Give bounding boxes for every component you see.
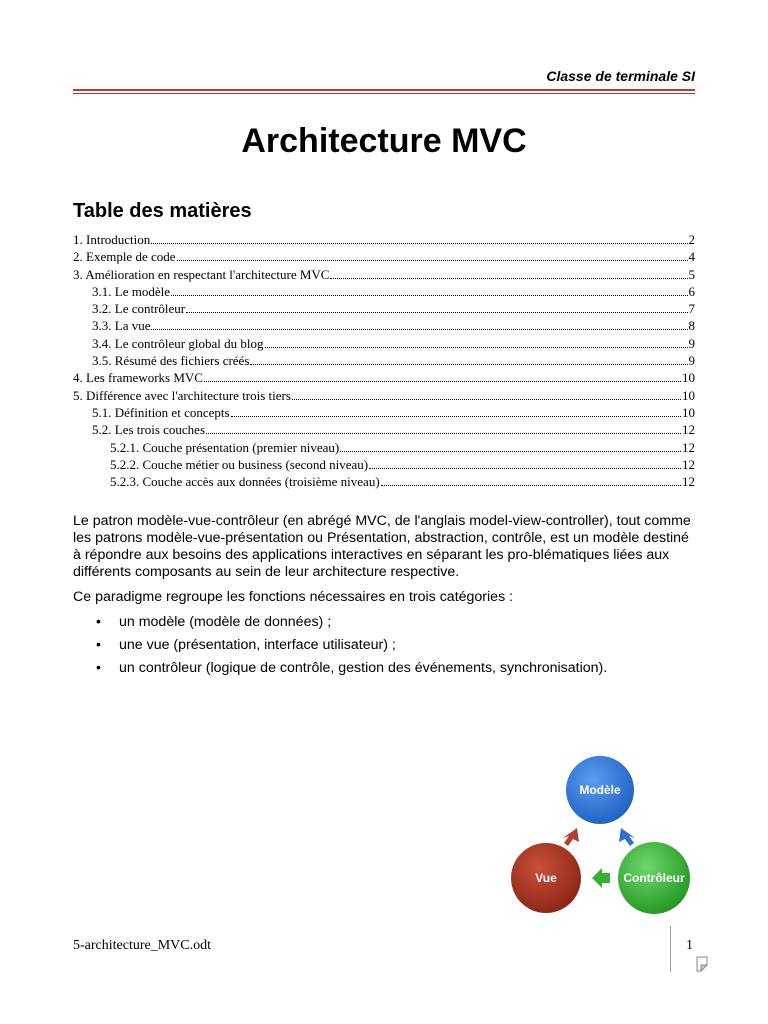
page-curl-icon xyxy=(695,955,709,973)
view-label: Vue xyxy=(535,871,557,885)
bullet-icon: • xyxy=(96,637,101,653)
toc-entry-label: 5.2.3. Couche accès aux données (troisième niveau) xyxy=(110,474,380,490)
toc-entry[interactable] xyxy=(73,456,695,473)
toc-entry[interactable] xyxy=(73,317,695,334)
controller-label: Contrôleur xyxy=(623,871,685,885)
toc-entry-label: 5. Différence avec l'architecture trois tiers xyxy=(73,387,291,403)
arrow-controller-to-model-icon xyxy=(619,828,635,846)
header-rule-thin xyxy=(73,93,695,94)
toc-entry[interactable] xyxy=(73,266,695,283)
toc-entry-label: 3.3. La vue xyxy=(92,318,151,334)
toc-leader xyxy=(330,277,687,279)
toc-entry[interactable] xyxy=(73,473,695,490)
bullet-icon: • xyxy=(96,614,101,630)
toc-leader xyxy=(171,294,688,296)
arrow-controller-to-view-icon xyxy=(592,868,610,888)
list-item-text: un contrôleur (logique de contrôle, gestion des événements, synchronisation). xyxy=(119,660,608,676)
toc-entry-page: 9 xyxy=(688,353,695,369)
toc-leader xyxy=(265,346,688,348)
document-title: Architecture MVC xyxy=(241,122,527,160)
toc-entry-label: 3.4. Le contrôleur global du blog xyxy=(92,335,264,351)
toc-entry-page: 2 xyxy=(688,232,695,247)
toc-entry[interactable] xyxy=(73,421,695,438)
toc-leader xyxy=(186,311,687,313)
table-of-contents xyxy=(73,231,695,490)
toc-entry-label: 5.2.2. Couche métier ou business (second niveau) xyxy=(110,456,369,472)
toc-entry-label: 3. Amélioration en respectant l'architecture MVC xyxy=(73,266,330,282)
toc-entry[interactable] xyxy=(73,231,695,248)
intro-paragraph: Le patron modèle-vue-contrôleur (en abrégé MVC, de l'anglais model-view-controller), tout comme les patrons modèle-vue-présentation ou Présentation, abstraction, contrôle, est un modèle destiné à répondre aux besoins des applications interactives en séparant les pro-blématiques liées aux différents composants au sein de leur architecture respective. xyxy=(73,513,691,580)
toc-entry-page: 12 xyxy=(682,439,695,455)
toc-entry[interactable] xyxy=(73,387,695,404)
toc-entry-page: 10 xyxy=(682,404,695,420)
arrow-view-to-model-icon xyxy=(563,828,579,846)
toc-leader xyxy=(381,484,681,486)
toc-leader xyxy=(369,467,681,469)
toc-entry-page: 10 xyxy=(682,370,695,386)
toc-entry-label: 3.5. Résumé des fichiers créés xyxy=(92,353,250,369)
toc-entry[interactable] xyxy=(73,300,695,317)
toc-entry-page: 10 xyxy=(682,387,695,403)
toc-entry-page: 12 xyxy=(682,422,695,438)
toc-entry-page: 12 xyxy=(682,456,695,472)
toc-entry-label: 4. Les frameworks MVC xyxy=(73,370,203,386)
category-list xyxy=(73,614,698,677)
toc-leader xyxy=(151,242,687,244)
footer-page-number: 1 xyxy=(686,938,693,953)
toc-entry-label: 3.2. Le contrôleur xyxy=(92,301,186,317)
toc-leader xyxy=(340,450,681,452)
toc-entry-label: 5.1. Définition et concepts xyxy=(92,404,230,420)
toc-heading: Table des matières xyxy=(73,200,252,222)
toc-entry[interactable] xyxy=(73,248,695,265)
toc-entry[interactable] xyxy=(73,404,695,421)
toc-leader xyxy=(177,259,688,261)
toc-entry-page: 9 xyxy=(688,335,695,351)
toc-leader xyxy=(204,380,681,382)
toc-entry[interactable] xyxy=(73,335,695,352)
list-item-text: un modèle (modèle de données) ; xyxy=(119,614,332,630)
list-item xyxy=(73,660,698,677)
toc-leader xyxy=(206,432,681,434)
toc-entry-page: 12 xyxy=(682,474,695,490)
header-rule xyxy=(73,89,695,91)
toc-entry-label: 2. Exemple de code xyxy=(73,249,176,265)
paradigm-paragraph: Ce paradigme regroupe les fonctions nécessaires en trois catégories : xyxy=(73,589,514,605)
toc-entry-label: 3.1. Le modèle xyxy=(92,283,170,299)
header-title: Classe de terminale SI xyxy=(546,68,695,84)
bullet-icon: • xyxy=(96,660,101,676)
list-item xyxy=(73,614,698,631)
toc-entry-page: 7 xyxy=(688,301,695,317)
toc-entry-label: 5.2.1. Couche présentation (premier niveau) xyxy=(110,439,340,455)
mvc-diagram xyxy=(500,752,700,917)
toc-entry[interactable] xyxy=(73,352,695,369)
footer-filename: 5-architecture_MVC.odt xyxy=(73,938,212,953)
model-label: Modèle xyxy=(579,783,621,797)
list-item xyxy=(73,637,698,654)
toc-entry[interactable] xyxy=(73,283,695,300)
toc-leader xyxy=(292,398,681,400)
toc-entry-page: 4 xyxy=(688,249,695,265)
toc-entry-label: 1. Introduction xyxy=(73,232,151,247)
toc-entry[interactable] xyxy=(73,439,695,456)
toc-entry-page: 5 xyxy=(688,266,695,282)
toc-leader xyxy=(231,415,681,417)
toc-entry-page: 6 xyxy=(688,283,695,299)
toc-entry[interactable] xyxy=(73,369,695,386)
body-text xyxy=(73,513,698,683)
toc-leader xyxy=(250,363,687,365)
footer-divider xyxy=(670,926,671,972)
list-item-text: une vue (présentation, interface utilisateur) ; xyxy=(119,637,396,653)
toc-leader xyxy=(151,328,687,330)
toc-entry-label: 5.2. Les trois couches xyxy=(92,422,206,438)
toc-entry-page: 8 xyxy=(688,318,695,334)
